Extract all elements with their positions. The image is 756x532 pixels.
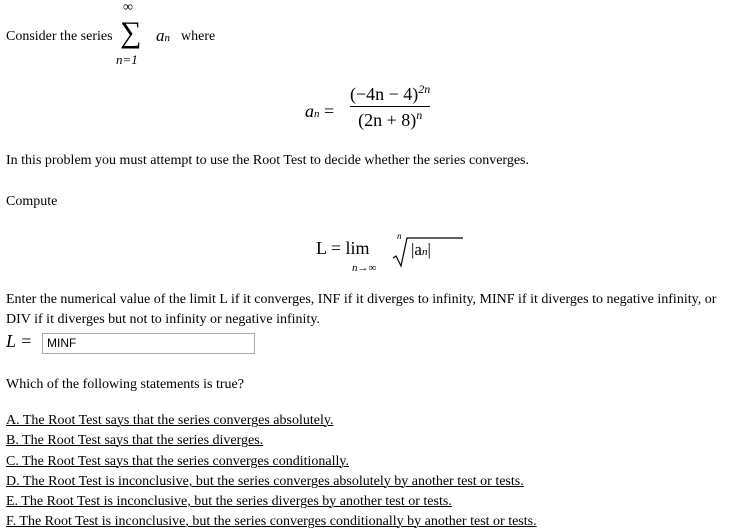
sum-upper-limit: ∞ xyxy=(123,0,133,15)
option-c[interactable]: C. The Root Test says that the series converges conditionally. xyxy=(6,454,349,469)
formula-denominator: $(2n + 8)^n$ xyxy=(358,108,423,130)
question-text: Which of the following statements is true? xyxy=(6,377,244,392)
intro-prefix: Consider the series xyxy=(6,29,113,44)
formula-lhs: an = xyxy=(305,101,335,121)
option-a[interactable]: A. The Root Test says that the series converges absolutely. xyxy=(6,413,334,428)
limit-prompt-line1: Enter the numerical value of the limit L if it converges, INF if it diverges to infinity, MINF if it diverges to negative infinity, or xyxy=(6,292,717,307)
limit-under: n→∞ xyxy=(352,262,377,274)
limit-lhs: L = lim xyxy=(316,238,370,258)
limit-prompt-line2: DIV if it diverges but not to infinity or negative infinity. xyxy=(6,312,320,327)
fraction-bar xyxy=(350,106,430,107)
intro-suffix: where xyxy=(181,29,216,44)
compute-label: Compute xyxy=(6,194,58,209)
limit-answer-input[interactable]: MINF xyxy=(42,333,255,354)
option-e[interactable]: E. The Root Test is inconclusive, but the series diverges by another test or tests. xyxy=(6,494,452,509)
option-d[interactable]: D. The Root Test is inconclusive, but the series converges absolutely by another test or tests. xyxy=(6,474,524,489)
answer-label: L = xyxy=(6,331,33,351)
radicand: |an| xyxy=(411,240,431,259)
series-term: an xyxy=(156,26,170,45)
option-b[interactable]: B. The Root Test says that the series diverges. xyxy=(6,433,264,448)
formula-fraction xyxy=(350,82,430,131)
formula-numerator: $(-4n - 4)^{2n}$ xyxy=(350,82,431,104)
sum-lower-limit: n=1 xyxy=(116,52,138,67)
root-index: n xyxy=(397,231,402,241)
sum-symbol: ∑ xyxy=(120,16,142,49)
option-f[interactable]: F. The Root Test is inconclusive, but the series converges conditionally by another test or tests. xyxy=(6,514,537,529)
instruction-text: In this problem you must attempt to use the Root Test to decide whether the series converges. xyxy=(6,153,530,168)
